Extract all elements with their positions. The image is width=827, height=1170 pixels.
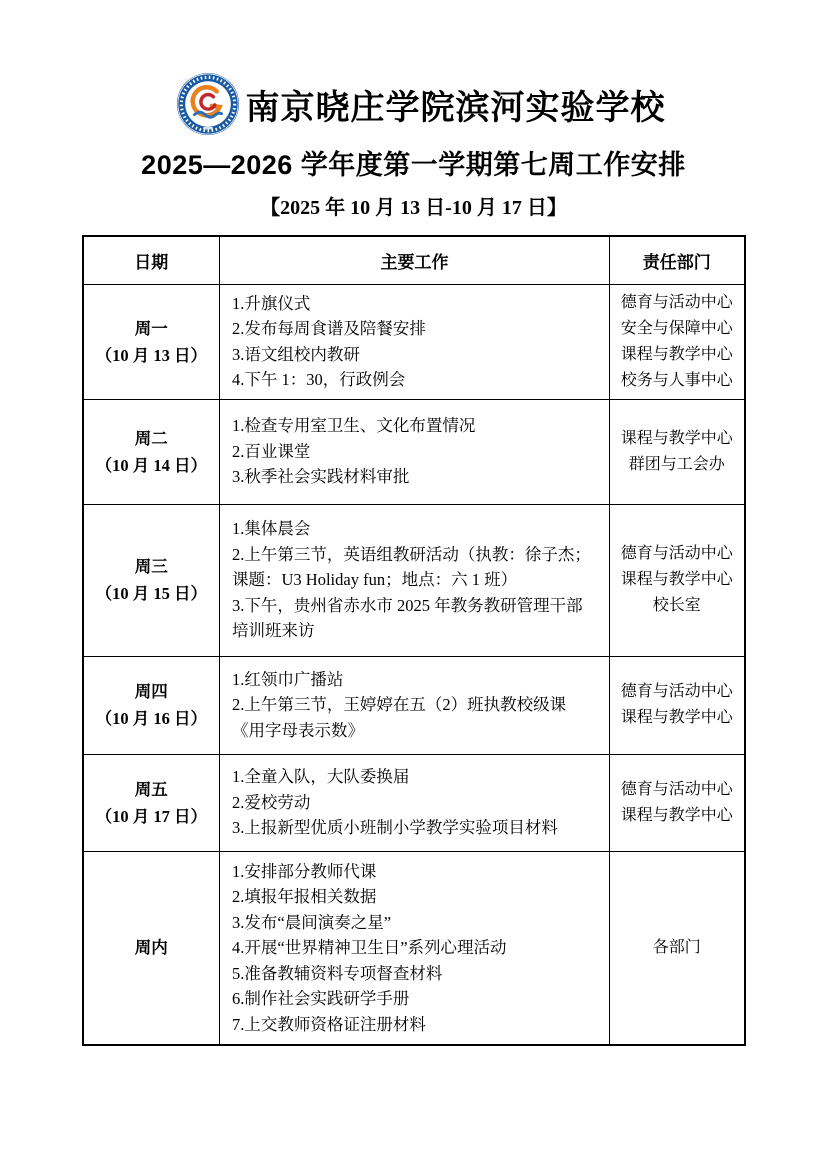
schedule-table [82, 235, 746, 1046]
task-item: 3.秋季社会实践材料审批 [232, 467, 410, 487]
task-item: 7.上交教师资格证注册材料 [232, 1014, 426, 1034]
task-item: 1.安排部分教师代课 [232, 861, 377, 881]
task-item: 5.准备教辅资料专项督查材料 [232, 963, 443, 983]
department-item: 安全与保障中心 [620, 319, 733, 337]
department-item: 德育与活动中心 [620, 683, 733, 700]
task-item: 2.爱校劳动 [232, 792, 311, 812]
day-label: 周五 [134, 779, 168, 799]
departments-cell [610, 399, 745, 504]
column-header-date: 日期 [83, 236, 220, 284]
tasks-cell [220, 399, 610, 504]
day-date: （10 月 13 日） [95, 345, 207, 365]
department-item: 校长室 [652, 597, 701, 614]
task-item: 6.制作社会实践研学手册 [232, 989, 410, 1008]
departments-cell [610, 656, 745, 754]
department-item: 课程与教学中心 [620, 709, 733, 726]
task-item: 3.语文组校内教研 [232, 344, 360, 364]
tasks-cell [220, 754, 610, 851]
day-date: （10 月 17 日） [95, 806, 207, 826]
day-date: （10 月 14 日） [95, 455, 207, 475]
department-item: 校务与人事中心 [620, 371, 733, 389]
task-item: 1.检查专用室卫生、文化布置情况 [232, 416, 476, 436]
task-item: 4.开展“世界精神卫生日”系列心理活动 [232, 938, 507, 957]
title-row [14, 72, 827, 136]
departments-cell [610, 754, 745, 851]
task-item: 1.升旗仪式 [232, 293, 311, 313]
department-item: 课程与教学中心 [620, 571, 733, 588]
department-item: 课程与教学中心 [620, 429, 733, 447]
table-header-row [83, 236, 745, 284]
department-item: 德育与活动中心 [620, 293, 733, 311]
task-item: 1.全童入队，大队委换届 [232, 767, 410, 787]
date-range: 【2025 年 10 月 13 日-10 月 17 日】 [260, 197, 567, 219]
tasks-cell [220, 284, 610, 399]
task-item: 3.发布“晨间演奏之星” [232, 912, 392, 932]
day-label: 周二 [134, 428, 168, 448]
day-cell [83, 656, 220, 754]
day-cell [83, 284, 220, 399]
tasks-cell [220, 656, 610, 754]
departments-cell [610, 284, 745, 399]
day-date: （10 月 16 日） [95, 709, 207, 728]
table-row [83, 754, 745, 851]
task-item: 2.发布每周食谱及陪餐安排 [232, 319, 426, 338]
table-row [83, 504, 745, 656]
table-row [83, 656, 745, 754]
task-item: 1.红领巾广播站 [232, 669, 344, 689]
tasks-cell [220, 504, 610, 656]
department-item: 课程与教学中心 [620, 806, 733, 824]
column-header-department: 责任部门 [610, 236, 745, 284]
day-cell [83, 504, 220, 656]
table-row [83, 851, 745, 1045]
task-item: 3.上报新型优质小班制小学教学实验项目材料 [232, 818, 558, 838]
day-label: 周内 [134, 938, 168, 958]
department-item: 德育与活动中心 [620, 545, 733, 562]
column-header-main-work: 主要工作 [220, 236, 610, 284]
table-row [83, 399, 745, 504]
departments-cell [610, 504, 745, 656]
document-header [0, 72, 827, 220]
day-label: 周一 [134, 318, 168, 338]
day-date: （10 月 15 日） [95, 584, 207, 603]
task-item: 2.百业课堂 [232, 441, 311, 461]
day-cell [83, 754, 220, 851]
task-item: 1.集体晨会 [232, 519, 311, 539]
document-subtitle: 2025—2026 学年度第一学期第七周工作安排 [141, 150, 686, 180]
tasks-cell [220, 851, 610, 1045]
task-item: 2.上午第三节，王婷婷在五（2）班执教校级课《用字母表示数》 [232, 695, 567, 740]
day-cell [83, 399, 220, 504]
day-cell [83, 851, 220, 1045]
task-item: 2.填报年报相关数据 [232, 887, 377, 906]
task-item: 2.上午第三节，英语组教研活动（执教：徐子杰；课题：U3 Holiday fun；地点：六 1 班） [232, 544, 591, 590]
schedule-table-body [83, 284, 745, 1045]
school-logo-icon [176, 72, 240, 136]
task-item: 3.下午，贵州省赤水市 2025 年教务教研管理干部培训班来访 [232, 595, 583, 641]
school-name: 南京晓庄学院滨河实验学校 [245, 88, 666, 127]
department-item: 各部门 [652, 938, 701, 956]
department-item: 群团与工会办 [628, 455, 725, 473]
task-item: 4.下午 1：30，行政例会 [232, 370, 406, 389]
table-row [83, 284, 745, 399]
department-item: 德育与活动中心 [620, 780, 733, 798]
day-label: 周四 [134, 682, 168, 701]
department-item: 课程与教学中心 [620, 345, 733, 363]
day-label: 周三 [134, 557, 168, 576]
departments-cell [610, 851, 745, 1045]
